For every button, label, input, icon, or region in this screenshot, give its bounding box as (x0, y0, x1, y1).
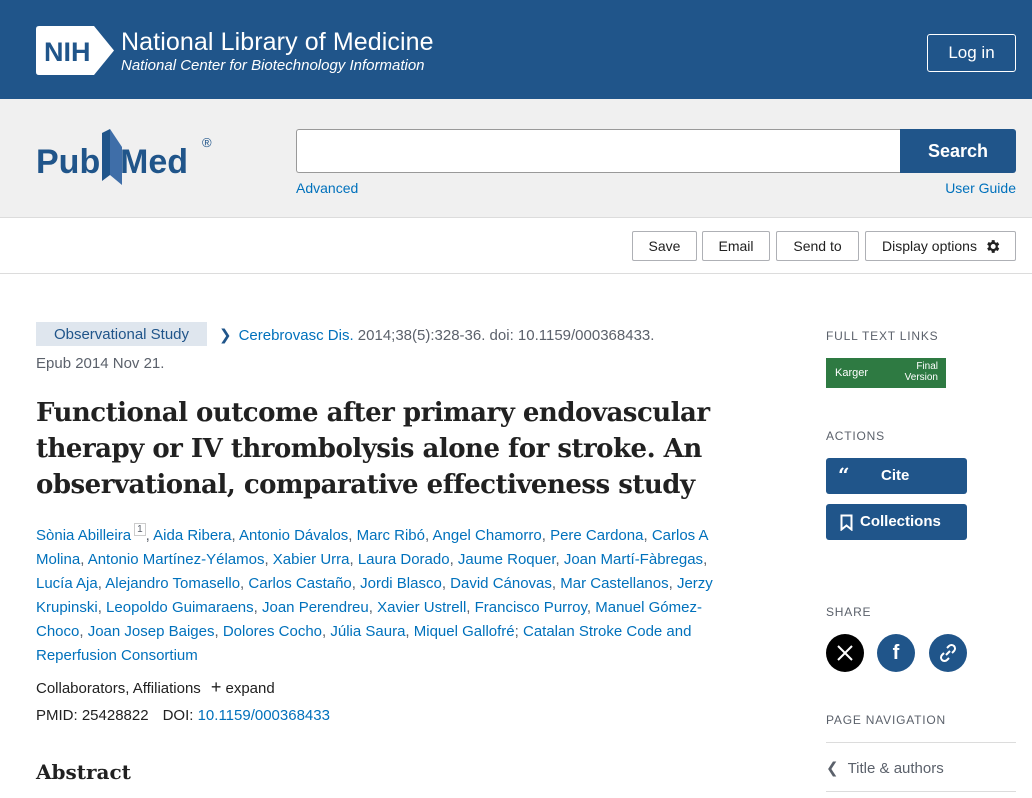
display-options-label: Display options (882, 238, 977, 254)
author-link[interactable]: Alejandro Tomasello (105, 575, 241, 592)
svg-text:Pub: Pub (36, 143, 101, 181)
actions-heading: ACTIONS (826, 429, 885, 443)
author-link[interactable]: Aida Ribera (153, 527, 232, 544)
author-link[interactable]: Mar Castellanos (560, 575, 669, 592)
author-link[interactable]: Pere Cardona (550, 527, 644, 544)
svg-text:Med: Med (120, 143, 188, 181)
journal-link[interactable]: Cerebrovasc Dis. (238, 327, 354, 344)
cite-button[interactable] (826, 458, 967, 494)
author-link[interactable]: Antonio Dávalos (239, 527, 349, 544)
citation-details: 2014;38(5):328-36. doi: 10.1159/000368433. (353, 327, 655, 344)
affiliation-marker[interactable]: 1 (134, 523, 146, 536)
author-link[interactable]: Carlos Castaño (248, 575, 352, 592)
doi-link[interactable]: 10.1159/000368433 (197, 707, 330, 724)
author-link[interactable]: Dolores Cocho (222, 623, 323, 640)
article-title: Functional outcome after primary endovascular therapy or IV thrombolysis alone for stroke. An observational, comparative effectiveness study (36, 398, 710, 500)
author-link[interactable]: Manuel Gómez-Choco (36, 599, 702, 640)
advanced-search-link[interactable]: Advanced (296, 180, 359, 196)
display-options-button[interactable] (865, 231, 1016, 261)
publication-type-badge[interactable]: Observational Study (36, 322, 207, 346)
author-link[interactable]: Jordi Blasco (360, 575, 442, 592)
cite-label: Cite (881, 467, 910, 484)
chevron-left-icon: ❮ (826, 760, 839, 777)
author-link[interactable]: Laura Dorado (357, 551, 450, 568)
author-link[interactable]: Marc Ribó (356, 527, 425, 544)
copy-link-button[interactable] (929, 634, 967, 672)
citation-line (219, 326, 654, 344)
author-link[interactable]: Jerzy Krupinski (36, 575, 713, 616)
share-x-button[interactable] (826, 634, 864, 672)
facebook-icon: f (892, 641, 900, 664)
identifiers-line (36, 707, 330, 724)
share-heading: SHARE (826, 605, 872, 619)
author-link[interactable]: Júlia Saura (330, 623, 406, 640)
collaborators-label[interactable]: Collaborators, Affiliations (36, 680, 201, 697)
gear-icon (984, 238, 1001, 255)
toolbar-divider (0, 273, 1032, 274)
nih-logo[interactable] (36, 26, 114, 75)
collaborators-line (36, 677, 275, 697)
chevron-right-icon: ❯ (219, 327, 232, 344)
send-to-button[interactable]: Send to (776, 231, 859, 261)
x-logo-icon (836, 644, 854, 662)
karger-full-text-link[interactable] (826, 358, 946, 388)
karger-name: Karger (835, 367, 869, 379)
collections-label: Collections (860, 513, 941, 530)
full-text-links-heading: FULL TEXT LINKS (826, 329, 939, 343)
author-link[interactable]: Carlos A Molina (36, 527, 708, 568)
email-button[interactable]: Email (702, 231, 770, 261)
svg-text:®: ® (202, 135, 212, 150)
user-guide-link[interactable]: User Guide (945, 180, 1016, 196)
abstract-heading: Abstract (36, 760, 131, 784)
epub-date: Epub 2014 Nov 21. (36, 355, 165, 372)
pmid: PMID: 25428822 (36, 707, 149, 724)
author-link[interactable]: Joan Josep Baiges (87, 623, 215, 640)
author-link[interactable]: Joan Perendreu (262, 599, 369, 616)
author-link[interactable]: David Cánovas (450, 575, 552, 592)
nav-title-authors[interactable] (826, 759, 944, 777)
author-link[interactable]: Jaume Roquer (457, 551, 556, 568)
pubmed-logo[interactable] (36, 125, 221, 187)
search-input[interactable] (296, 129, 901, 173)
karger-final-version: Final Version (904, 361, 938, 383)
save-button[interactable]: Save (632, 231, 697, 261)
author-link[interactable]: Sònia Abilleira (36, 527, 132, 544)
nav-title-authors-label: Title & authors (847, 760, 944, 777)
nlm-title[interactable]: National Library of Medicine (121, 28, 434, 56)
author-link[interactable]: Xavier Ustrell (377, 599, 467, 616)
author-link[interactable]: Joan Martí-Fàbregas (563, 551, 704, 568)
doi-label: DOI: (162, 707, 194, 724)
search-button[interactable]: Search (900, 129, 1016, 173)
consortium-link[interactable]: Catalan Stroke Code and Reperfusion Consortium (36, 623, 692, 664)
author-link[interactable]: Lucía Aja (36, 575, 98, 592)
quote-icon: “ (838, 463, 850, 487)
expand-toggle[interactable] (210, 677, 275, 697)
link-icon (938, 643, 958, 663)
author-link[interactable]: Angel Chamorro (432, 527, 542, 544)
author-list: Sònia Abilleira $^1$ , Aida Ribera, Antonio Dávalos, Marc Ribó, Angel Chamorro, Pere Cardona, Carlos A Molina, Antonio Martínez-Yélamos, Xabier Urra, Laura Dorado, Jaume Roquer, Joan Martí-Fàbregas, Lucía Aja, Alejandro Tomasello, Carlos Castaño, Jordi Blasco, David Cánovas, Mar Castellanos, Jerzy Krupinski, Leopoldo Guimaraens, Joan Perendreu, Xavier Ustrell, Francisco Purroy, Manuel Gómez-Choco, Joan Josep Baiges, Dolores Cocho, Júlia Saura, Miquel Gallofré; Catalan Stroke Code and Reperfusion Consortium (36, 524, 713, 664)
author-link[interactable]: Xabier Urra (272, 551, 350, 568)
nih-logo-text: NIH (44, 37, 91, 67)
login-button[interactable]: Log in (927, 34, 1016, 72)
author-link[interactable]: Leopoldo Guimaraens (106, 599, 254, 616)
expand-label: expand (225, 680, 275, 697)
share-facebook-button[interactable] (877, 634, 915, 672)
bookmark-icon (840, 514, 853, 531)
author-link[interactable]: Antonio Martínez-Yélamos (87, 551, 265, 568)
author-link[interactable]: Miquel Gallofré (413, 623, 515, 640)
author-link[interactable]: Francisco Purroy (474, 599, 587, 616)
nav-divider-bottom (826, 791, 1016, 792)
nav-divider-top (826, 742, 1016, 743)
plus-icon: + (210, 677, 222, 697)
ncbi-subtitle[interactable]: National Center for Biotechnology Information (121, 57, 425, 74)
collections-button[interactable] (826, 504, 967, 540)
page-navigation-heading: PAGE NAVIGATION (826, 713, 947, 727)
